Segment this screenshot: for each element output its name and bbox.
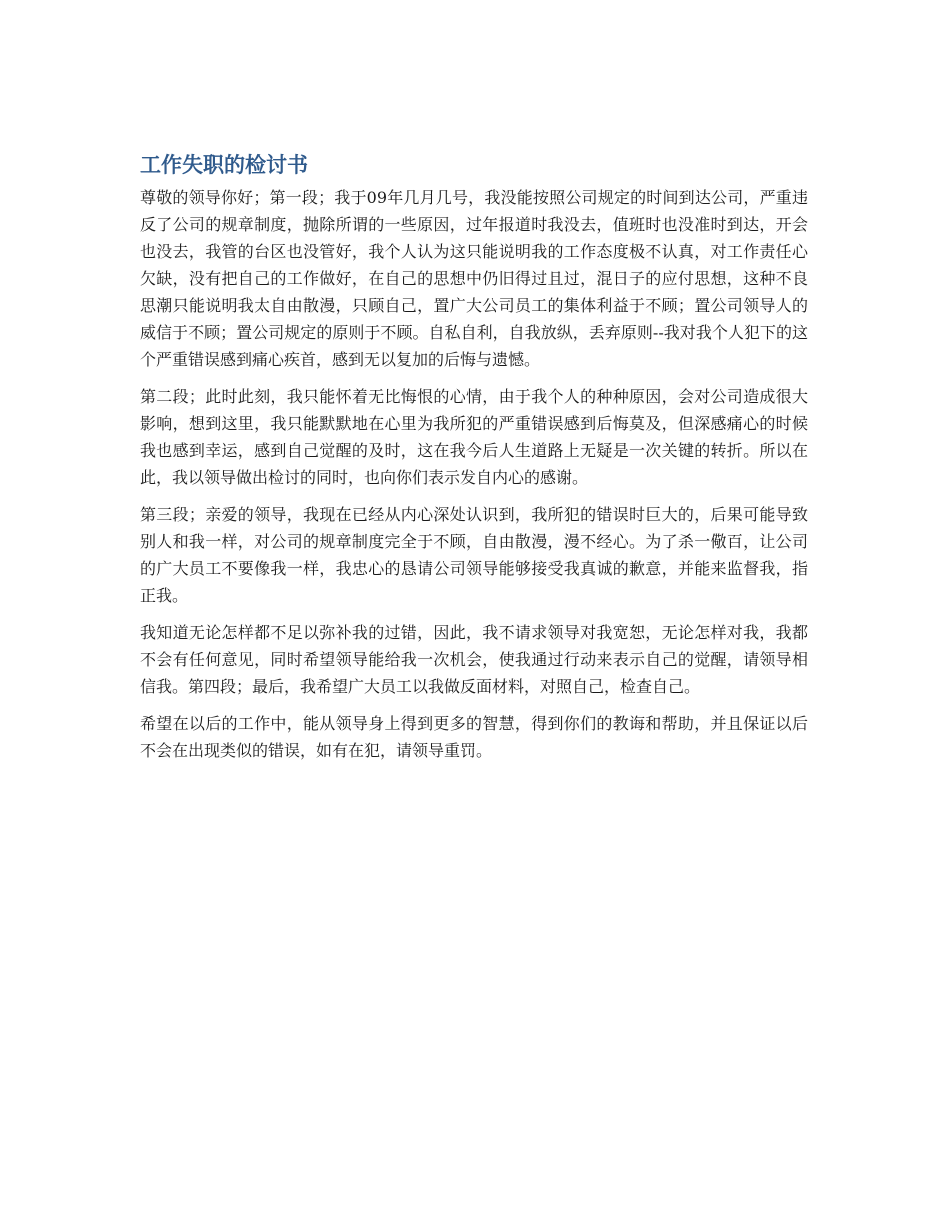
paragraph-3: 第三段；亲爱的领导，我现在已经从内心深处认识到，我所犯的错误时巨大的，后果可能导致别人和我一样，对公司的规章制度完全于不顾，自由散漫，漫不经心。为了杀一儆百，让公司的广大员工不要像我一样，我忠心的恳请公司领导能够接受我真诚的歉意，并能来监督我，指正我。: [140, 505, 808, 605]
paragraph-4: 我知道无论怎样都不足以弥补我的过错，因此，我不请求领导对我宽恕，无论怎样对我，我都不会有任何意见，同时希望领导能给我一次机会，使我通过行动来表示自己的觉醒，请领导相信我。第四段；最后，我希望广大员工以我做反面材料，对照自己，检查自己。: [140, 623, 808, 696]
paragraph-2: 第二段；此时此刻，我只能怀着无比悔恨的心情，由于我个人的种种原因，会对公司造成很大影响，想到这里，我只能默默地在心里为我所犯的严重错误感到后悔莫及，但深感痛心的时候我也感到幸运，感到自己觉醒的及时，这在我今后人生道路上无疑是一次关键的转折。所以在此，我以领导做出检讨的同时，也向你们表示发自内心的感谢。: [140, 387, 808, 487]
paragraph-1: 尊敬的领导你好；第一段；我于09年几月几号，我没能按照公司规定的时间到达公司，严重违反了公司的规章制度，抛除所谓的一些原因，过年报道时我没去，值班时也没准时到达，开会也没去，我管的台区也没管好，我个人认为这只能说明我的工作态度极不认真，对工作责任心欠缺，没有把自己的工作做好，在自己的思想中仍旧得过且过，混日子的应付思想，这种不良思潮只能说明我太自由散漫，只顾自己，置广大公司员工的集体利益于不顾；置公司领导人的威信于不顾；置公司规定的原则于不顾。自私自利，自我放纵，丢弃原则--我对我个人犯下的这个严重错误感到痛心疾首，感到无以复加的后悔与遗憾。: [140, 188, 808, 369]
document-title: 工作失职的检讨书: [140, 153, 308, 177]
paragraph-5: 希望在以后的工作中，能从领导身上得到更多的智慧，得到你们的教诲和帮助，并且保证以后不会在出现类似的错误，如有在犯，请领导重罚。: [140, 714, 808, 760]
document-page: [140, 150, 808, 774]
